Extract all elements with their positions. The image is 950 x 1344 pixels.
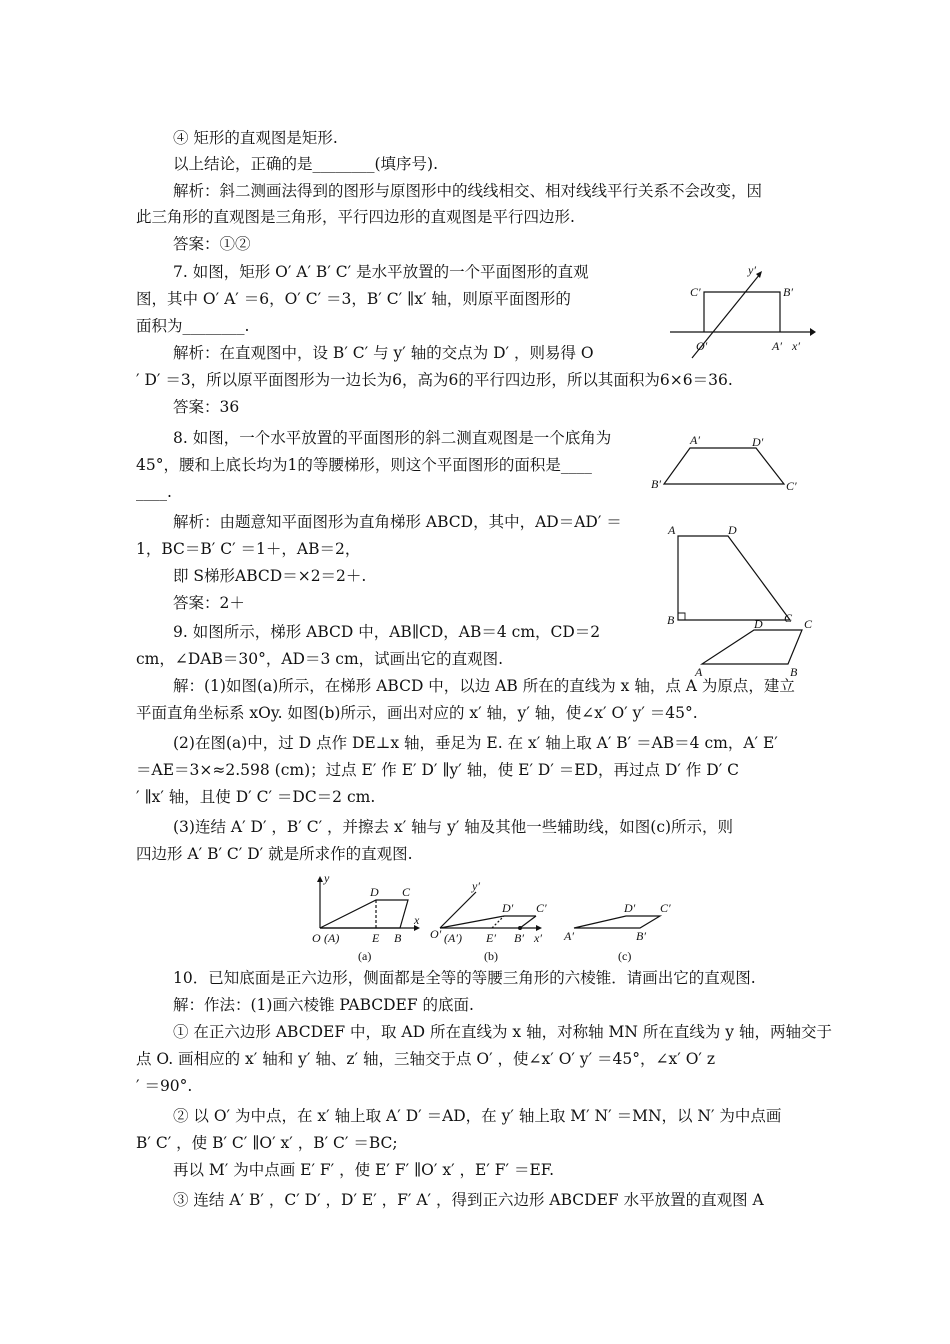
text-line: 答案：①② [173,235,251,253]
text-line: 8. 如图，一个水平放置的平面图形的斜二测直观图是一个底角为 [173,429,612,447]
trapezoid-outline [702,630,802,664]
label-c: C′ [660,901,671,915]
label-c: C [402,885,411,899]
figure-8-trapezoid [650,432,810,496]
label-b: B′ [651,477,661,491]
label-c: C′ [536,901,547,915]
label-a: (A) [324,931,340,945]
caption-a: (a) [358,949,372,963]
trapezoid-outline [320,900,408,928]
figure-c [563,901,671,963]
label-c: C [784,611,793,624]
text-line: 此三角形的直观图是三角形，平行四边形的直观图是平行四边形. [136,208,575,226]
label-y: y [324,871,330,885]
figure-a [312,871,420,963]
label-o: O′ [696,339,708,353]
text-line: ′ ＝90°. [136,1077,193,1095]
parallelogram-outline [574,916,660,928]
label-a: A [668,523,676,537]
label-o: O′ [430,927,442,941]
label-d: D′ [752,435,764,449]
text-line: 四边形 A′ B′ C′ D′ 就是所求作的直观图. [136,845,413,863]
figure-b [430,879,547,963]
text-line: 解：作法：(1)画六棱锥 PABCDEF 的底面. [173,996,474,1014]
rectangle-outline [704,292,780,332]
right-angle-mark [678,613,685,620]
label-d: D [728,523,737,537]
text-line: 10．已知底面是正六边形，侧面都是全等的等腰三角形的六棱锥．请画出它的直观图. [173,969,756,987]
side-cb-line [520,916,536,928]
text-line: 面积为________. [136,317,250,335]
text-line: ′ ∥x′ 轴，且使 D′ C′ ＝DC＝2 cm. [136,788,376,806]
label-b: B [790,665,798,678]
label-c: C [804,618,813,631]
text-line: ④ 矩形的直观图是矩形. [173,129,338,147]
label-e: E′ [486,931,496,945]
text-line: ____. [136,483,172,501]
label-x: x′ [534,931,542,945]
label-x: x [414,913,420,927]
label-b: B′ [636,929,646,943]
y-axis-arrow [317,876,323,882]
text-line: 解析：斜二测画法得到的图形与原图形中的线线相交、相对线线平行关系不会改变，因 [173,182,763,200]
figure-8-right-trapezoid [664,522,804,624]
label-a: A′ [772,339,782,353]
text-line: (2)在图(a)中，过 D 点作 DE⊥x 轴，垂足为 E. 在 x′ 轴上取 A′ B′ ＝AB＝4 cm，A′ E′ [173,734,778,752]
text-line: 7. 如图，矩形 O′ A′ B′ C′ 是水平放置的一个平面图形的直观 [173,263,589,281]
label-c: C′ [786,479,797,493]
text-line: 解析：由题意知平面图形为直角梯形 ABCD，其中，AD＝AD′ ＝ [173,513,622,531]
text-line: 答案：2＋ [173,594,245,612]
x-axis-arrow [810,328,816,336]
text-line: 即 S梯形ABCD＝×2＝2＋. [173,567,367,585]
text-line: ＝AE＝3×≈2.598 (cm)；过点 E′ 作 E′ D′ ∥y′ 轴，使 E′ D′ ＝ED，再过点 D′ 作 D′ C [136,761,739,779]
text-line: ′ D′ ＝3，所以原平面图形为一边长为6，高为6的平行四边形，所以其面积为6×6＝36. [136,371,733,389]
label-y: y′ [472,879,480,893]
text-line: B′ C′ ，使 B′ C′ ∥O′ x′ ，B′ C′ ＝BC; [136,1134,398,1152]
label-o: O [312,931,321,945]
text-line: 解：(1)如图(a)所示，在梯形 ABCD 中，以边 AB 所在的直线为 x 轴，点 A 为原点，建立 [173,677,795,695]
text-line: 点 O. 画相应的 x′ 轴和 y′ 轴、z′ 轴，三轴交于点 O′ ，使∠x′ O′ y′ ＝45°，∠x′ O′ z [136,1050,716,1068]
figure-7-diagram [668,262,818,360]
text-line: cm，∠DAB＝30°，AD＝3 cm，试画出它的直观图. [136,650,504,668]
text-line: 平面直角坐标系 xOy. 如图(b)所示，画出对应的 x′ 轴，y′ 轴，使∠x′ O′ y′ ＝45°. [136,704,698,722]
label-b: B [667,613,675,624]
text-line: 答案：36 [173,398,240,416]
point-b-dot [518,926,522,930]
label-a: A′ [564,929,574,943]
label-c: C′ [690,285,701,299]
figure-9-abc-diagrams [308,870,680,964]
label-b: B′ [783,285,793,299]
text-line: (3)连结 A′ D′ ，B′ C′ ，并擦去 x′ 轴与 y′ 轴及其他一些辅助线，如图(c)所示，则 [173,818,734,836]
label-a: A′ [690,433,700,447]
label-b: B [394,931,402,945]
right-trapezoid-outline [678,536,790,620]
caption-b: (b) [484,949,498,963]
label-a: A [695,665,703,678]
text-line: 解析：在直观图中，设 B′ C′ 与 y′ 轴的交点为 D′ ，则易得 O [173,344,594,362]
text-line: ① 在正六边形 ABCDEF 中，取 AD 所在直线为 x 轴，对称轴 MN 所在直线为 y 轴，两轴交于 [173,1023,832,1041]
text-line: 图，其中 O′ A′ ＝6，O′ C′ ＝3，B′ C′ ∥x′ 轴，则原平面图形的 [136,290,571,308]
label-y: y′ [748,263,756,277]
label-x: x′ [792,339,800,353]
text-line: 9. 如图所示，梯形 ABCD 中，AB∥CD，AB＝4 cm，CD＝2 [173,623,601,641]
text-line: ② 以 O′ 为中点，在 x′ 轴上取 A′ D′ ＝AD，在 y′ 轴上取 M′ N′ ＝MN，以 N′ 为中点画 [173,1107,782,1125]
figure-9-trapezoid [692,618,822,678]
text-line: 以上结论，正确的是________(填序号). [173,155,439,173]
label-a: (A′) [444,931,462,945]
caption-c: (c) [618,949,632,963]
text-line: 45°，腰和上底长均为1的等腰梯形，则这个平面图形的面积是____ [136,456,592,474]
text-line: 再以 M′ 为中点画 E′ F′ ，使 E′ F′ ∥O′ x′ ，E′ F′ ＝EF. [173,1161,555,1179]
label-e: E [372,931,380,945]
label-b: B′ [514,931,524,945]
label-d: D′ [502,901,514,915]
label-d: D [370,885,379,899]
label-d: D′ [624,901,636,915]
trapezoid-outline [664,448,784,484]
label-d: D [754,618,763,631]
text-line: 1，BC＝B′ C′ ＝1＋，AB＝2， [136,540,361,558]
text-line: ③ 连结 A′ B′ ，C′ D′ ，D′ E′ ，F′ A′ ，得到正六边形 ABCDEF 水平放置的直观图 A [173,1191,764,1209]
